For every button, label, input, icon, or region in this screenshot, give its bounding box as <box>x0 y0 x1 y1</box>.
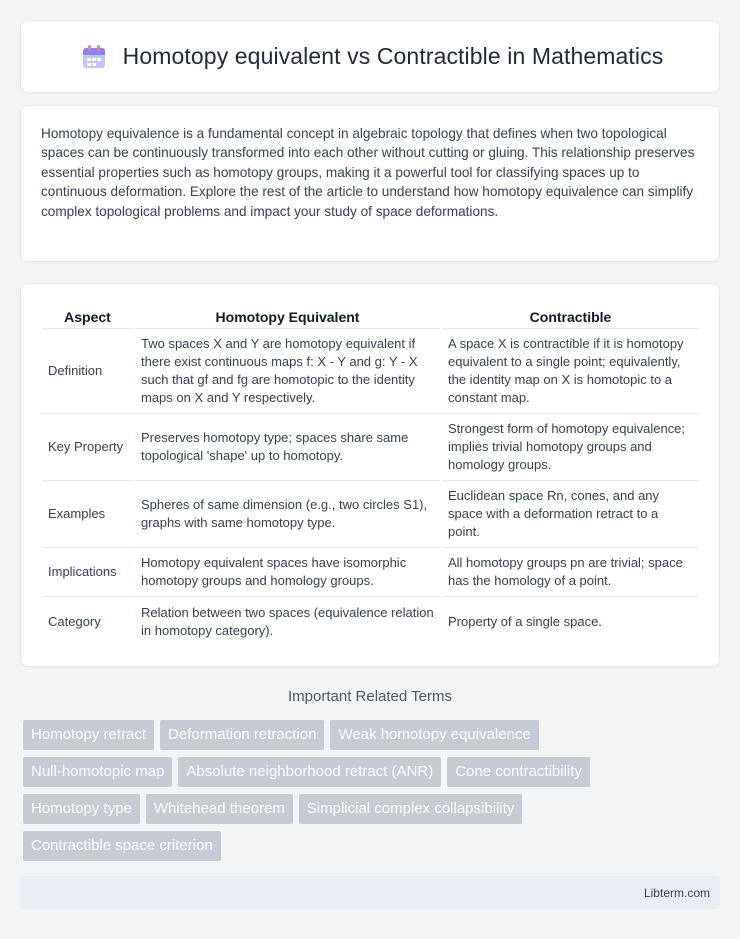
related-terms-list <box>23 720 723 868</box>
row-contractible: Strongest form of homotopy equivalence; implies trivial homotopy groups and homology groups. <box>441 414 699 481</box>
table-row <box>42 548 699 597</box>
row-contractible: A space X is contractible if it is homotopy equivalent to a single point; equivalently, the identity map on X is homotopic to a constant map. <box>441 329 699 414</box>
table-header-row <box>42 302 699 329</box>
related-term-tag[interactable]: Cone contractibility <box>447 757 590 787</box>
footer-site-link[interactable]: Libterm.com <box>643 885 710 900</box>
tag-row <box>23 794 723 824</box>
page-title: Homotopy equivalent vs Contractible in Mathematics <box>122 43 664 69</box>
header-homotopy-equivalent: Homotopy Equivalent <box>134 302 441 329</box>
tag-row <box>23 720 723 750</box>
intro-card <box>20 105 720 262</box>
row-contractible: All homotopy groups pn are trivial; space has the homology of a point. <box>441 548 699 597</box>
row-aspect: Implications <box>42 548 134 597</box>
row-aspect: Definition <box>42 329 134 414</box>
tag-row <box>23 831 723 861</box>
table-row <box>42 329 699 414</box>
intro-text: Homotopy equivalence is a fundamental concept in algebraic topology that defines when two topological spaces can be continuously transformed into each other without cutting or gluing. This relationship preserves essential properties such as homotopy groups, making it a powerful tool for classifying spaces up to continuous deformation. Explore the rest of the article to understand how homotopy equivalence can simplify complex topological problems and impact your study of space deformations. <box>41 126 695 219</box>
row-homotopy-equivalent: Spheres of same dimension (e.g., two circles S1), graphs with same homotopy type. <box>134 481 441 548</box>
header-card <box>20 20 720 93</box>
header-aspect: Aspect <box>42 302 134 329</box>
row-contractible: Euclidean space Rn, cones, and any space with a deformation retract to a point. <box>441 481 699 548</box>
related-term-tag[interactable]: Null-homotopic map <box>23 757 172 787</box>
related-terms-title: Important Related Terms <box>288 688 452 705</box>
tag-row <box>23 757 723 787</box>
related-term-tag[interactable]: Deformation retraction <box>160 720 324 750</box>
table-row <box>42 481 699 548</box>
related-term-tag[interactable]: Simplicial complex collapsibility <box>299 794 523 824</box>
related-term-tag[interactable]: Whitehead theorem <box>146 794 293 824</box>
header-contractible: Contractible <box>441 302 699 329</box>
table-row <box>42 597 699 647</box>
footer <box>20 876 720 909</box>
row-aspect: Category <box>48 613 101 629</box>
related-term-tag[interactable]: Contractible space criterion <box>23 831 221 861</box>
row-homotopy-equivalent: Preserves homotopy type; spaces share same topological 'shape' up to homotopy. <box>134 414 441 481</box>
row-contractible: Property of a single space. <box>441 597 699 647</box>
table-row <box>42 414 699 481</box>
row-homotopy-equivalent: Relation between two spaces (equivalence relation in homotopy category). <box>134 597 441 647</box>
comparison-table <box>42 302 699 647</box>
row-homotopy-equivalent: Two spaces X and Y are homotopy equivalent if there exist continuous maps f: X - Y and g: Y - X such that gf and fg are homotopic to the identity maps on X and Y respectively. <box>134 329 441 414</box>
comparison-table-card <box>20 283 720 667</box>
related-term-tag[interactable]: Homotopy type <box>23 794 140 824</box>
calendar-icon <box>77 40 111 74</box>
row-aspect: Examples <box>42 481 134 548</box>
row-homotopy-equivalent: Homotopy equivalent spaces have isomorphic homotopy groups and homology groups. <box>134 548 441 597</box>
row-aspect: Key Property <box>42 414 134 481</box>
related-term-tag[interactable]: Weak homotopy equivalence <box>330 720 538 750</box>
title-wrap <box>77 40 664 74</box>
related-term-tag[interactable]: Homotopy retract <box>23 720 154 750</box>
related-term-tag[interactable]: Absolute neighborhood retract (ANR) <box>178 757 441 787</box>
